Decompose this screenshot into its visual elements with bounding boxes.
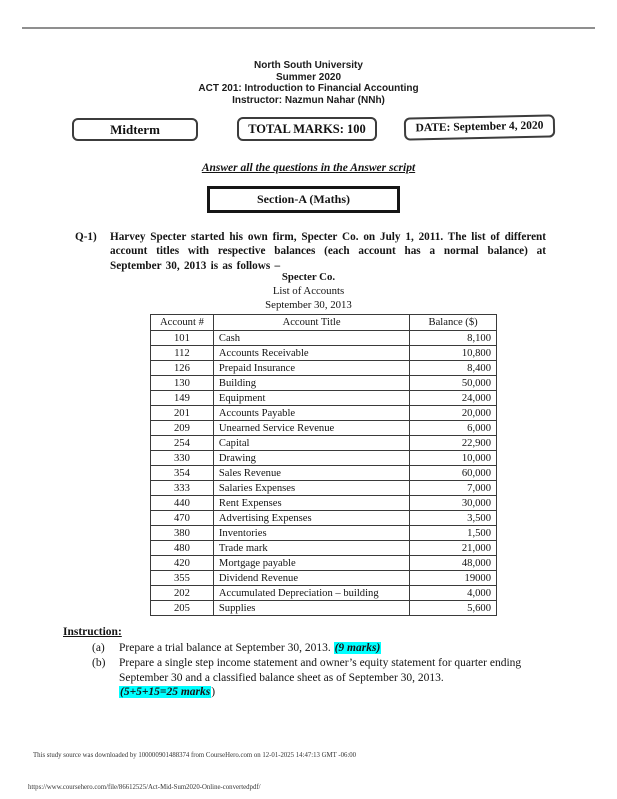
account-number-cell: 380 <box>151 526 214 541</box>
balance-cell: 6,000 <box>410 421 497 436</box>
item-b-text: Prepare a single step income statement and owner’s equity statement for quarter ending September 30 and a classified balance sheet as of September 30, 2013. <box>119 656 522 684</box>
account-title-cell: Building <box>213 376 409 391</box>
account-row <box>151 361 497 376</box>
course-title: ACT 201: Introduction to Financial Accounting <box>198 83 419 94</box>
account-row <box>151 496 497 511</box>
item-a-body <box>119 641 550 656</box>
accounts-table <box>150 314 497 616</box>
balance-cell: 5,600 <box>410 601 497 616</box>
section-title-box: Section-A (Maths) <box>207 186 400 213</box>
account-row <box>151 391 497 406</box>
account-row <box>151 436 497 451</box>
accounts-table-titles <box>0 271 617 312</box>
balance-cell: 8,100 <box>410 331 497 346</box>
exam-date-box: DATE: September 4, 2020 <box>404 114 555 140</box>
account-title-cell: Capital <box>213 436 409 451</box>
account-row <box>151 541 497 556</box>
account-title-cell: Cash <box>213 331 409 346</box>
account-title-cell: Accounts Receivable <box>213 346 409 361</box>
account-number-cell: 149 <box>151 391 214 406</box>
account-row <box>151 481 497 496</box>
account-number-cell: 354 <box>151 466 214 481</box>
balance-cell: 7,000 <box>410 481 497 496</box>
account-number-cell: 101 <box>151 331 214 346</box>
account-number-cell: 126 <box>151 361 214 376</box>
balance-cell: 21,000 <box>410 541 497 556</box>
instructor-line: Instructor: Nazmun Nahar (NNh) <box>232 94 385 106</box>
accounts-table-body <box>151 331 497 616</box>
account-row <box>151 571 497 586</box>
question-1 <box>75 230 546 273</box>
coursehero-download-note: This study source was downloaded by 100000901488374 from CourseHero.com on 12-01-2025 14:47:13 GMT -06:00 <box>33 752 357 759</box>
account-row <box>151 526 497 541</box>
table-header-row <box>151 315 497 331</box>
account-title-cell: Trade mark <box>213 541 409 556</box>
account-number-cell: 254 <box>151 436 214 451</box>
coursehero-url-link[interactable]: https://www.coursehero.com/file/86612525/Act-Mid-Sum2020-Online-convertedpdf/ <box>28 784 261 791</box>
account-title-cell: Inventories <box>213 526 409 541</box>
document-header <box>0 60 617 106</box>
account-title-cell: Mortgage payable <box>213 556 409 571</box>
account-title-cell: Drawing <box>213 451 409 466</box>
account-row <box>151 556 497 571</box>
item-a-text: Prepare a trial balance at September 30, 2013. <box>119 642 331 654</box>
balance-cell: 8,400 <box>410 361 497 376</box>
balance-cell: 22,900 <box>410 436 497 451</box>
account-row <box>151 376 497 391</box>
balance-cell: 1,500 <box>410 526 497 541</box>
instruction-item-b <box>92 656 550 700</box>
account-number-cell: 470 <box>151 511 214 526</box>
account-number-cell: 202 <box>151 586 214 601</box>
account-row <box>151 586 497 601</box>
balance-cell: 3,500 <box>410 511 497 526</box>
total-marks-box: TOTAL MARKS: 100 <box>237 117 377 141</box>
item-b-marks-line <box>119 685 550 700</box>
instruction-item-a <box>92 641 550 656</box>
list-of-accounts-title: List of Accounts <box>272 284 345 297</box>
balance-cell: 20,000 <box>410 406 497 421</box>
question-number: Q-1) <box>75 231 97 243</box>
item-b-body <box>119 656 550 700</box>
semester-line: Summer 2020 <box>275 71 342 83</box>
item-b-marks-highlight: (5+5+15=25 marks <box>120 686 211 699</box>
item-a-marks-highlight: (9 marks) <box>334 642 381 654</box>
account-title-cell: Prepaid Insurance <box>213 361 409 376</box>
account-title-cell: Dividend Revenue <box>213 571 409 586</box>
university-name: North South University <box>254 60 363 71</box>
column-header-account-title: Account Title <box>213 315 409 331</box>
account-number-cell: 201 <box>151 406 214 421</box>
account-number-cell: 333 <box>151 481 214 496</box>
account-row <box>151 466 497 481</box>
account-title-cell: Supplies <box>213 601 409 616</box>
item-a-label: (a) <box>92 642 105 654</box>
balance-cell: 10,800 <box>410 346 497 361</box>
balance-cell: 50,000 <box>410 376 497 391</box>
column-header-balance: Balance ($) <box>410 315 497 331</box>
account-number-cell: 440 <box>151 496 214 511</box>
balance-cell: 60,000 <box>410 466 497 481</box>
account-number-cell: 480 <box>151 541 214 556</box>
account-title-cell: Rent Expenses <box>213 496 409 511</box>
account-number-cell: 420 <box>151 556 214 571</box>
list-of-accounts-date: September 30, 2013 <box>265 298 352 311</box>
exam-type-box: Midterm <box>72 118 198 141</box>
account-title-cell: Accounts Payable <box>213 406 409 421</box>
account-number-cell: 205 <box>151 601 214 616</box>
balance-cell: 4,000 <box>410 586 497 601</box>
account-row <box>151 601 497 616</box>
account-title-cell: Advertising Expenses <box>213 511 409 526</box>
account-row <box>151 346 497 361</box>
instruction-heading: Instruction: <box>63 626 122 638</box>
account-title-cell: Accumulated Depreciation – building <box>213 586 409 601</box>
balance-cell: 48,000 <box>410 556 497 571</box>
account-number-cell: 209 <box>151 421 214 436</box>
account-title-cell: Unearned Service Revenue <box>213 421 409 436</box>
account-number-cell: 330 <box>151 451 214 466</box>
account-row <box>151 421 497 436</box>
column-header-account-number: Account # <box>151 315 214 331</box>
company-name: Specter Co. <box>281 271 336 283</box>
answer-script-notice: Answer all the questions in the Answer script <box>201 162 416 174</box>
account-number-cell: 130 <box>151 376 214 391</box>
instruction-list <box>92 641 550 700</box>
account-number-cell: 355 <box>151 571 214 586</box>
account-row <box>151 451 497 466</box>
item-b-label: (b) <box>92 656 106 669</box>
badge-row <box>0 115 617 145</box>
balance-cell: 10,000 <box>410 451 497 466</box>
question-text: Harvey Specter started his own firm, Specter Co. on July 1, 2011. The list of different account titles with respective balances (each account has a normal balance) at September 30, 2013 is as follows – <box>110 231 546 272</box>
balance-cell: 24,000 <box>410 391 497 406</box>
account-row <box>151 511 497 526</box>
account-row <box>151 331 497 346</box>
account-row <box>151 406 497 421</box>
account-title-cell: Salaries Expenses <box>213 481 409 496</box>
top-divider <box>22 27 595 29</box>
account-title-cell: Sales Revenue <box>213 466 409 481</box>
balance-cell: 19000 <box>410 571 497 586</box>
account-number-cell: 112 <box>151 346 214 361</box>
account-title-cell: Equipment <box>213 391 409 406</box>
balance-cell: 30,000 <box>410 496 497 511</box>
item-b-marks-close-paren: ) <box>211 686 216 699</box>
